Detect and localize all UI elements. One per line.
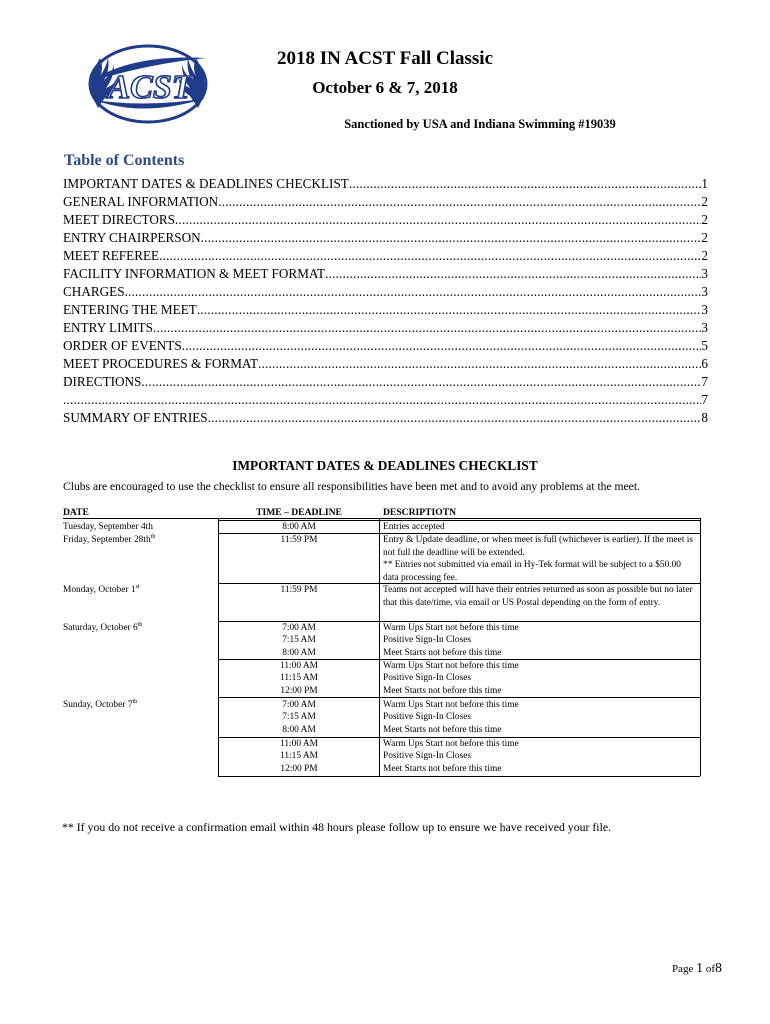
deadline-time: 11:59 PM bbox=[280, 585, 318, 595]
deadline-description: Meet Starts not before this time bbox=[383, 648, 502, 658]
deadline-description: Entries accepted bbox=[383, 522, 445, 532]
deadline-time: 8:00 AM bbox=[282, 648, 316, 658]
toc-entry-label: GENERAL INFORMATION bbox=[63, 194, 219, 209]
toc-entry-label: ENTRY CHAIRPERSON bbox=[63, 230, 201, 245]
deadline-description: Warm Ups Start not before this time bbox=[383, 661, 519, 671]
date-cell: Friday, September $28th^{th}$ bbox=[63, 533, 156, 545]
deadline-description: Warm Ups Start not before this time bbox=[383, 623, 519, 633]
deadline-description: Meet Starts not before this time bbox=[383, 725, 502, 735]
deadline-time: 8:00 AM bbox=[282, 725, 316, 735]
deadline-description: Positive Sign-In Closes bbox=[383, 751, 472, 761]
toc-entry-page: 8 bbox=[701, 410, 708, 425]
toc-entry-page: 3 bbox=[701, 320, 708, 335]
toc-entry[interactable] bbox=[63, 229, 708, 247]
deadline-description: Warm Ups Start not before this time bbox=[383, 739, 519, 749]
deadline-time: 12:00 PM bbox=[280, 764, 318, 774]
toc-entry-page: 2 bbox=[701, 230, 708, 245]
toc-leader-dots bbox=[197, 301, 702, 319]
deadline-description: Meet Starts not before this time bbox=[383, 686, 502, 696]
deadline-time: 11:59 PM bbox=[280, 535, 318, 545]
toc-entry-page: 3 bbox=[701, 266, 708, 281]
sanction-line: Sanctioned by USA and Indiana Swimming #19039 bbox=[344, 117, 616, 131]
toc-leader-dots bbox=[141, 373, 701, 391]
toc-entry-label: IMPORTANT DATES & DEADLINES CHECKLIST bbox=[63, 176, 349, 191]
deadline-description: Positive Sign-In Closes bbox=[383, 712, 472, 722]
deadline-description: Meet Starts not before this time bbox=[383, 764, 502, 774]
toc-entry-label: MEET DIRECTORS bbox=[63, 212, 175, 227]
toc-entry-page: 2 bbox=[701, 212, 708, 227]
deadline-description: Positive Sign-In Closes bbox=[383, 673, 472, 683]
toc-entry-label: MEET PROCEDURES & FORMAT bbox=[63, 356, 259, 371]
toc-entry-page: 3 bbox=[701, 284, 708, 299]
deadline-description: Warm Ups Start not before this time bbox=[383, 700, 519, 710]
toc-entry-page: 2 bbox=[701, 194, 708, 209]
toc-entry[interactable] bbox=[63, 319, 708, 337]
deadline-time: 7:15 AM bbox=[282, 635, 316, 645]
toc-entry[interactable] bbox=[63, 265, 708, 283]
checklist-heading: IMPORTANT DATES & DEADLINES CHECKLIST bbox=[232, 458, 538, 473]
toc-entry-page: 7 bbox=[701, 392, 708, 407]
toc-leader-dots bbox=[125, 283, 702, 301]
ordinal-suffix: th bbox=[150, 533, 156, 540]
toc-entry[interactable] bbox=[63, 409, 708, 427]
toc-leader-dots bbox=[63, 391, 701, 409]
toc-entry-label: CHARGES bbox=[63, 284, 125, 299]
toc-entry[interactable] bbox=[63, 373, 708, 391]
deadline-time: 8:00 AM bbox=[282, 522, 316, 532]
column-header-time: TIME – DEADLINE bbox=[256, 507, 342, 518]
toc-entry-page: 5 bbox=[701, 338, 708, 353]
date-cell: Sunday, October 7th bbox=[63, 698, 138, 710]
toc-leader-dots bbox=[349, 175, 702, 193]
date-cell: Monday, October 1st bbox=[63, 583, 140, 595]
toc-entry-label: ORDER OF EVENTS bbox=[63, 338, 182, 353]
deadline-time: 7:00 AM bbox=[282, 700, 316, 710]
toc-heading: Table of Contents bbox=[64, 152, 185, 169]
toc-entry-label: DIRECTIONS bbox=[63, 374, 142, 389]
toc-leader-dots bbox=[218, 193, 701, 211]
date-cell: Saturday, October 6th bbox=[63, 621, 143, 633]
deadline-time: 11:00 AM bbox=[280, 739, 318, 749]
toc-entry[interactable] bbox=[63, 211, 708, 229]
toc-entry[interactable] bbox=[63, 175, 708, 193]
toc-entry[interactable] bbox=[63, 337, 708, 355]
toc-entry-label: ENTRY LIMITS bbox=[63, 320, 153, 335]
toc-leader-dots bbox=[153, 319, 701, 337]
checklist-intro: Clubs are encouraged to use the checklist to ensure all responsibilities have been met and to avoid any problems at the meet. bbox=[63, 480, 640, 493]
toc-entry-label: ENTERING THE MEET bbox=[63, 302, 197, 317]
deadline-description: ** Entries not submitted via email in Hy-Tek format will be subject to a $50.00 data processing fee. bbox=[383, 560, 681, 583]
toc-entry-label: SUMMARY OF ENTRIES bbox=[63, 410, 208, 425]
toc-entry[interactable] bbox=[63, 283, 708, 301]
deadline-time: 11:15 AM bbox=[280, 751, 318, 761]
toc-leader-dots bbox=[325, 265, 701, 283]
toc-entry[interactable] bbox=[63, 301, 708, 319]
table-column-divider bbox=[700, 518, 701, 776]
meet-dates: October 6 & 7, 2018 bbox=[312, 78, 458, 97]
footnote: ** If you do not receive a confirmation email within 48 hours please follow up to ensure we have received your file. bbox=[62, 820, 612, 834]
deadline-description: Teams not accepted will have their entries returned as soon as possible but no later that this date/time, via email or US Postal depending on the form of entry. bbox=[383, 585, 693, 608]
column-header-description: DESCRIPTIOTN bbox=[383, 507, 457, 518]
deadline-description: Positive Sign-In Closes bbox=[383, 635, 472, 645]
toc-entry[interactable] bbox=[63, 355, 708, 373]
table-bottom-rule bbox=[218, 776, 700, 777]
table-top-rule bbox=[63, 518, 700, 519]
toc-leader-dots bbox=[159, 247, 701, 265]
toc-entry-page: 6 bbox=[701, 356, 708, 371]
toc-leader-dots bbox=[258, 355, 701, 373]
toc-entry[interactable] bbox=[63, 247, 708, 265]
toc-entry[interactable] bbox=[63, 193, 708, 211]
deadline-time: 12:00 PM bbox=[280, 686, 318, 696]
toc-entry-page: 1 bbox=[701, 176, 708, 191]
toc-entry-page: 7 bbox=[701, 374, 708, 389]
acst-logo bbox=[78, 38, 218, 130]
toc-entry-page: 2 bbox=[701, 248, 708, 263]
toc-entry-page: 3 bbox=[701, 302, 708, 317]
toc-leader-dots bbox=[208, 409, 702, 427]
toc-entry-label: MEET REFEREE bbox=[63, 248, 160, 263]
page-title: 2018 IN ACST Fall Classic bbox=[276, 48, 494, 69]
logo-text: ACST bbox=[107, 69, 193, 106]
deadline-time: 11:00 AM bbox=[280, 661, 318, 671]
deadline-time: 11:15 AM bbox=[280, 673, 318, 683]
column-header-date: DATE bbox=[63, 507, 89, 518]
toc-leader-dots bbox=[175, 211, 701, 229]
toc-leader-dots bbox=[182, 337, 702, 355]
table-of-contents bbox=[63, 175, 708, 427]
toc-entry[interactable] bbox=[63, 391, 708, 409]
table-column-divider bbox=[379, 518, 380, 776]
deadline-time: 7:15 AM bbox=[282, 712, 316, 722]
toc-leader-dots bbox=[201, 229, 702, 247]
deadline-description: Entry & Update deadline, or when meet is full (whichever is earlier). If the meet is not full the deadline will be extended. bbox=[383, 535, 694, 558]
toc-entry-label: FACILITY INFORMATION & MEET FORMAT bbox=[63, 266, 326, 281]
date-cell: Tuesday, September 4th bbox=[63, 522, 153, 532]
table-column-divider bbox=[218, 518, 219, 776]
page-number: Page 1 of8 bbox=[671, 961, 722, 976]
deadline-time: 7:00 AM bbox=[282, 623, 316, 633]
